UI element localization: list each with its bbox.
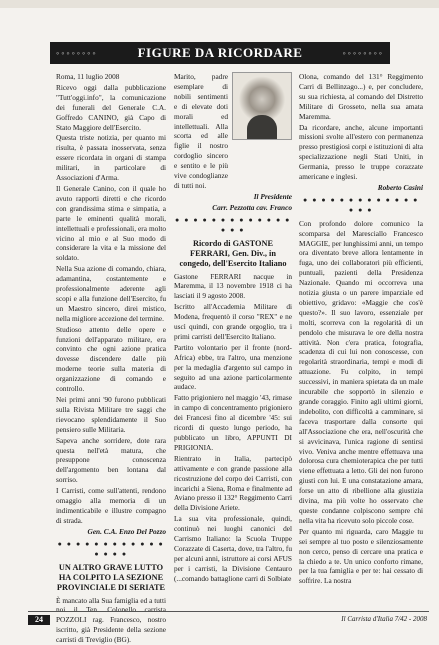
magazine-footer: Il Carrista d'Italia 7/42 - 2008 (341, 615, 427, 623)
paragraph: Fatto prigioniero nel maggio '43, rimase in campo di concentramento prigioniero dei Francesi fino al dicembre '45: sui ricordi di questo lungo periodo, ha pubblicato un libro, APPUNTI DI PRIGIONIA. (174, 393, 292, 452)
paragraph: Rientrato in Italia, partecipò attivamente e con grande passione alla ricostruzione del corpo dei Carristi, con incarichi a Siena, Roma e finalmente ad Aviano presso il 132° Reggimento Carri della Divisione Ariete. (174, 454, 292, 513)
paragraph: Nei primi anni '90 furono pubblicati sulla Rivista Militare tre saggi che rievocano splendidamente il Suo pensiero sulle Militaria. (56, 395, 166, 435)
paragraph: Marito, padre esemplare di nobili sentimenti e di elevate doti morali ed intellettuali. Alla scorta ed alle figlie il nostro cordoglio sincero e sentito e le più vive condoglianze di tutti noi. (174, 72, 228, 191)
banner-dots-left: ◦◦◦◦◦◦◦◦ (56, 42, 98, 64)
signature-role: Il Presidente (174, 192, 292, 202)
signature: Roberto Casini (299, 183, 423, 193)
section-banner (50, 42, 390, 64)
paragraph: Iscritto all'Accademia Militare di Modena, frequentò il corso "REX" e ne uscì quindi, con grande orgoglio, tra i primi carristi dell'Esercito Italiano. (174, 302, 292, 342)
paragraph: Questa triste notizia, per quanto mi risulta, è passata inosservata, senza essere ricordata in organi di stampa militari, in particolare di Associazioni d'Arma. (56, 133, 166, 183)
paragraph: Ricevo oggi dalla pubblicazione "Tutt'oggi.info", la comunicazione dei funerali del Generale C.A. Goffredo CANINO, già Capo di Stato Maggiore dell'Esercito. (56, 83, 166, 133)
paragraph: Nella Sua azione di comando, chiara, adamantina, costantemente e professionalmente aderente agli scopi e alla funzione dell'Esercito, fu un Maestro sincero, direi mistico, nella migliore accezione del termine. (56, 264, 166, 323)
paragraph: È mancato alla Sua famiglia ed a tutti noi il Ten. Colonello carrista POZZOLI rag. Francesco, nostro iscritto, già Presidente della sezione carristi di Treviglio (BG). (56, 596, 166, 645)
photo-block (174, 72, 292, 192)
paragraph: Sapeva anche sorridere, dote rara questa nell'età matura, che presuppone conoscenza dell'argomento ben lontana dal sorriso. (56, 436, 166, 486)
footer-rule (28, 611, 429, 612)
portrait-photo (232, 72, 292, 140)
separator: ● ● ● ● ● ● ● ● ● ● ● ● ● ● ● ● (174, 216, 292, 236)
article-heading: UN ALTRO GRAVE LUTTO HA COLPITO LA SEZIONE PROVINCIALE DI SERIATE (56, 563, 166, 593)
column-left (56, 72, 166, 612)
paragraph: Il Generale Canino, con il quale ho avuto rapporti diretti e che ricordo con grandissima stima e simpatia, a parte le eminenti qualità morali, intellettuali e professionali, era molto vicino al mio e al Suo modo di considerare la vita e la missione del soldato. (56, 184, 166, 263)
paragraph: Con profondo dolore comunico la scomparsa del Maresciallo Francesco MAGGIE, per lunghissimi anni, un tempo ora diventato breve allora lentamente in fuga, uno dei collaboratori più efficienti, puntuali, pazienti della Presidenza Nazionale. Quando mi occorreva una notizia giusta o un parere imparziale ed obiettivo, gridavo: «Maggie che cos'è questo?». Il suo lavoro, essenziale per molti, scorreva con la regolarità di un pendolo che misurava le ore della nostra attività. Non c'era pratica, fotografia, scadenza di cui lui non conoscesse, con regolarità straordinaria, tempi e modi di attuazione. Fu colpito, in tempi successivi, in maniera spietata da un male incurabile che sopportò in silenzio e grande coraggio. Finito agli ultimi giorni, indebolito, con difficoltà a camminare, si faceva trasportare dalla consorte qui all'Associazione che era, nell'oscurità che si avvicinava, l'unica ragione di sentirsi vivo. Veniva anche mentre effettuava una dolorosa cura chemioterapica che per tutti viene effettuata a letto. Gli dei non furono giusti con lui. E una constatazione amara, forse un atto di ribellione alla giustizia divina, ma più volte ho osservato che queste condanne colpiscono sempre chi nella vita ha ricevuto solo piccole cose. (299, 219, 423, 526)
section-title: FIGURE DA RICORDARE (138, 45, 303, 60)
paragraph: Da ricordare, anche, alcune importanti missioni svolte all'estero con permanenza presso prestigiosi corpi e istituzioni di alta specializzazione negli Stati Uniti, in Germania, presso le truppe corazzate americane e inglesi. (299, 123, 423, 182)
separator: ● ● ● ● ● ● ● ● ● ● ● ● ● ● ● ● (299, 196, 423, 216)
column-middle (174, 72, 292, 612)
paragraph: Per quanto mi riguarda, caro Maggie tu sei sempre al tuo posto e silenziosamente non cerco, penso di cercare una pratica e la chiedo a te. Un unico conforto rimane, per la tua famiglia e per te: hai cessato di soffrire. La nostra (299, 527, 423, 586)
separator: ● ● ● ● ● ● ● ● ● ● ● ● ● ● ● ● (56, 540, 166, 560)
paragraph: Studioso attento delle opere e funzioni dell'apparato militare, era convinto che ogni azione pratica dovesse discendere dalle più moderne teorie sulla materia di organizzazione di comando e controllo. (56, 325, 166, 394)
paragraph: La sua vita professionale, quindi, continuò nei luoghi canonici del Carrismo Italiano: la Scuola Truppe Corazzate di Caserta, dove, tra l'altro, fu per alcuni anni, istruttore ai corsi AFUS per i carristi, la Divisione Centauro (...comando battaglione carri di Solbiate (174, 514, 292, 583)
page-number: 24 (28, 615, 50, 625)
column-right (299, 72, 423, 612)
signature: Gen. C.A. Enzo Del Pozzo (56, 527, 166, 537)
paragraph: I Carristi, come sull'attenti, rendono omaggio alla memoria di un indimenticabile e illustre compagno di strada. (56, 486, 166, 526)
paragraph: Partito volontario per il fronte (nord-Africa) ebbe, tra l'altro, una menzione per la medaglia d'argento sul campo in seguito ad una azione particolarmente audace. (174, 343, 292, 393)
paragraph: Gastone FERRARI nacque in Maremma, il 13 novembre 1918 ci ha lasciati il 9 agosto 2008. (174, 272, 292, 302)
signature: Carr. Pezzotta cav. Franco (174, 203, 292, 213)
paragraph: Olona, comando del 131° Reggimento Carri di Bellinzago...) e, per concludere, su sua richiesta, al comando del Distretto Militare di Grosseto, nella sua amata Maremma. (299, 72, 423, 122)
paragraph: Roma, 11 luglio 2008 (56, 72, 166, 82)
article-heading: Ricordo di GASTONE FERRARI, Gen. Div., in congedo, dell'Esercito Italiano (174, 239, 292, 269)
banner-dots-right: ◦◦◦◦◦◦◦◦ (342, 42, 384, 64)
top-edge (0, 0, 439, 8)
